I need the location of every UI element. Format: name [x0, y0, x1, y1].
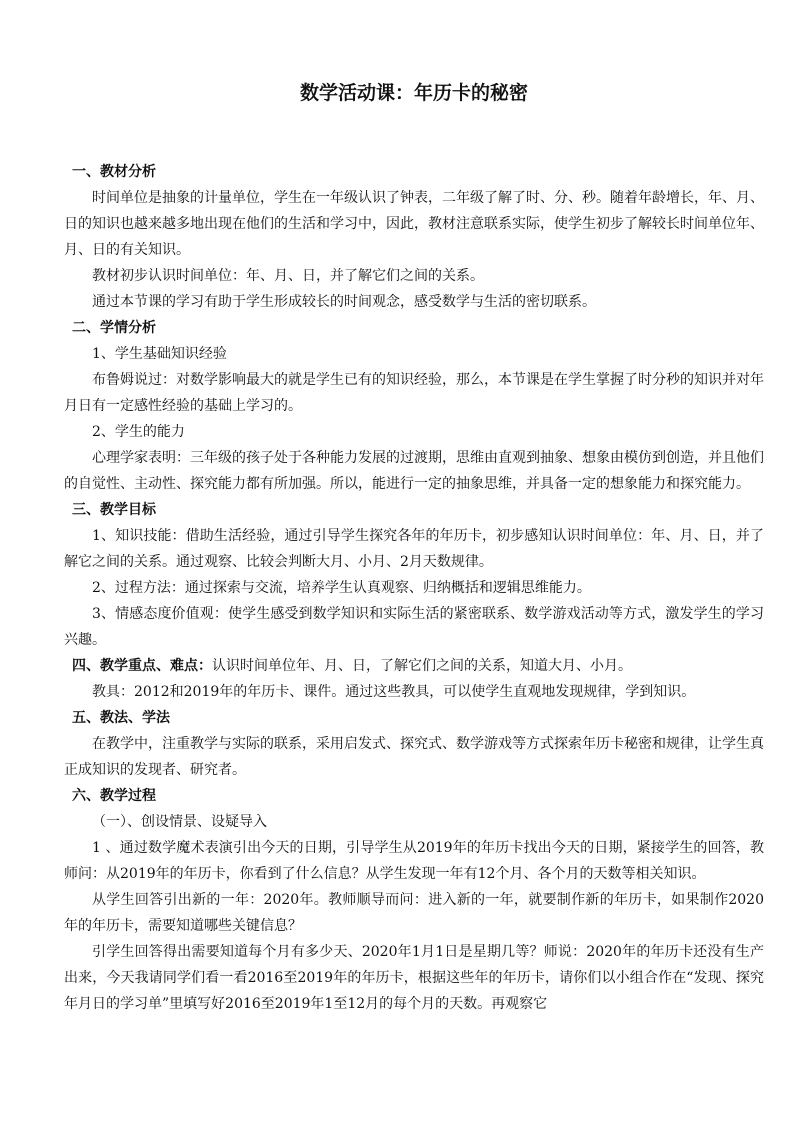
paragraph: 通过本节课的学习有助于学生形成较长的时间观念，感受数学与生活的密切联系。: [92, 294, 596, 310]
paragraph: 从学生回答引出新的一年：2020年。教师顺导而问：进入新的一年，就要制作新的年历卡，如果制作2020年的年历卡，需要知道哪些关键信息？: [64, 892, 764, 934]
subheading: （一）、创设情景、设疑导入: [92, 814, 267, 830]
document-page: [64, 80, 764, 1017]
subheading: 2、学生的能力: [92, 424, 185, 440]
section-heading: 二、学情分析: [72, 320, 156, 336]
section-heading: 五、教法、学法: [72, 710, 170, 726]
paragraph: 教具：2012和2019年的年历卡、课件。通过这些教具，可以使学生直观地发现规律，学到知识。: [92, 684, 696, 700]
section-heading: 一、教材分析: [72, 164, 156, 180]
paragraph: 1、知识技能：借助生活经验，通过引导学生探究各年的年历卡，初步感知认识时间单位：年、月、日，并了解它之间的关系。通过观察、比较会判断大月、小月、2月天数规律。: [64, 528, 764, 570]
paragraph: 教材初步认识时间单位：年、月、日，并了解它们之间的关系。: [92, 268, 484, 284]
section-heading: 四、教学重点、难点：: [72, 658, 212, 674]
paragraph: 在教学中，注重教学与实际的联系，采用启发式、探究式、数学游戏等方式探索年历卡秘密和规律，让学生真正成知识的发现者、研究者。: [64, 736, 764, 778]
paragraph: 3、情感态度价值观：使学生感受到数学知识和实际生活的紧密联系、数学游戏活动等方式，激发学生的学习兴趣。: [64, 606, 764, 648]
section-heading: 六、教学过程: [72, 788, 156, 804]
key-points-text: 认识时间单位年、月、日，了解它们之间的关系，知道大月、小月。: [212, 658, 632, 674]
paragraph: 引学生回答得出需要知道每个月有多少天、2020年1月1日是星期几等？师说：2020年的年历卡还没有生产出来，今天我请同学们看一看2016至2019年的年历卡，根据这些年的年历卡，请你们以小组合作在“发现、探究年月日的学习单”里填写好2016至2019年1至12月的每个月的天数。再观察它: [64, 944, 764, 1012]
paragraph: 2、过程方法：通过探索与交流，培养学生认真观察、归纳概括和逻辑思维能力。: [92, 580, 591, 596]
page-title: 数学活动课：年历卡的秘密: [299, 82, 528, 104]
paragraph: 1 、通过数学魔术表演引出今天的日期，引导学生从2019年的年历卡找出今天的日期，紧接学生的回答，教师问：从2019年的年历卡，你看到了什么信息？从学生发现一年有12个月、各个月的天数等相关知识。: [64, 840, 764, 882]
key-points-line: [64, 653, 764, 679]
paragraph: 时间单位是抽象的计量单位，学生在一年级认识了钟表，二年级了解了时、分、秒。随着年龄增长，年、月、日的知识也越来越多地出现在他们的生活和学习中，因此，教材注意联系实际，使学生初步了解较长时间单位年、月、日的有关知识。: [64, 190, 764, 258]
paragraph: 心理学家表明：三年级的孩子处于各种能力发展的过渡期，思维由直观到抽象、想象由模仿到创造，并且他们的自觉性、主动性、探究能力都有所加强。所以，能进行一定的抽象思维，并具备一定的想象能力和探究能力。: [64, 450, 764, 492]
section-heading: 三、教学目标: [72, 502, 156, 518]
subheading: 1、学生基础知识经验: [92, 346, 227, 362]
paragraph: 布鲁姆说过：对数学影响最大的就是学生已有的知识经验，那么，本节课是在学生掌握了时分秒的知识并对年月日有一定感性经验的基础上学习的。: [64, 372, 764, 414]
